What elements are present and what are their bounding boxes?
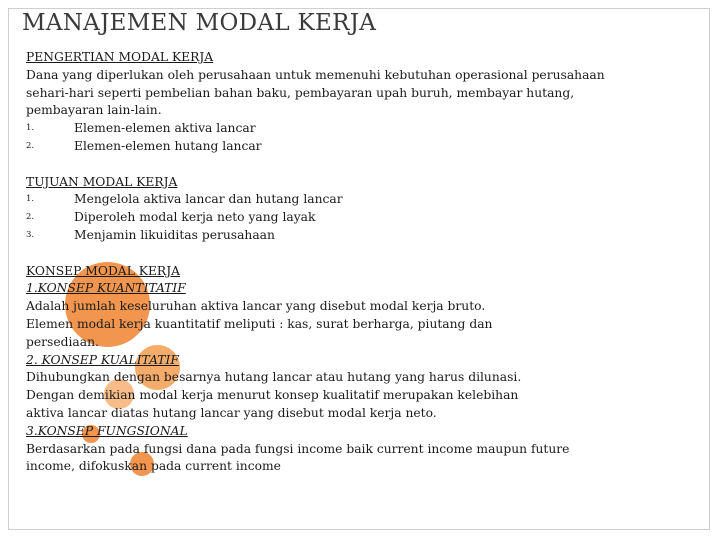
list-item	[26, 138, 666, 156]
list-text: Diperoleh modal kerja neto yang layak	[74, 210, 316, 225]
fungsional-line-2: income, difokuskan pada current income	[26, 459, 281, 474]
list-item	[26, 191, 666, 209]
konsep-kuantitatif-title: 1.KONSEP KUANTITATIF	[26, 281, 186, 296]
konsep-fungsional-title: 3.KONSEP FUNGSIONAL	[26, 423, 188, 438]
list-item	[26, 120, 666, 138]
kuantitatif-line-2: Elemen modal kerja kuantitatif meliputi : kas, surat berharga, piutang dan	[26, 316, 493, 331]
kualitatif-line-1: Dihubungkan dengan besarnya hutang lancar atau hutang yang harus dilunasi.	[26, 370, 522, 385]
list-number: 3.	[26, 229, 35, 240]
kuantitatif-line-1: Adalah jumlah keseluruhan aktiva lancar yang disebut modal kerja bruto.	[26, 299, 486, 314]
list-number: 2.	[26, 140, 35, 151]
konsep-kualitatif-title: 2. KONSEP KUALITATIF	[26, 352, 179, 367]
fungsional-line-1: Berdasarkan pada fungsi dana pada fungsi income baik current income maupun future	[26, 441, 570, 456]
list-text: Elemen-elemen hutang lancar	[74, 138, 262, 153]
list-number: 2.	[26, 212, 35, 223]
list-number: 1.	[26, 194, 35, 205]
pengertian-line-3: pembayaran lain-lain.	[26, 103, 162, 118]
kualitatif-line-3: aktiva lancar diatas hutang lancar yang disebut modal kerja neto.	[26, 405, 437, 420]
list-item	[26, 227, 666, 245]
pengertian-line-1: Dana yang diperlukan oleh perusahaan untuk memenuhi kebutuhan operasional perusahaan	[26, 67, 605, 82]
kualitatif-line-2: Dengan demikian modal kerja menurut konsep kualitatif merupakan kelebihan	[26, 388, 519, 403]
kuantitatif-line-3: persediaan.	[26, 334, 99, 349]
list-item	[26, 209, 666, 227]
list-text: Elemen-elemen aktiva lancar	[74, 121, 256, 136]
pengertian-line-2: sehari-hari seperti pembelian bahan baku, pembayaran upah buruh, membayar hutang,	[26, 85, 575, 100]
list-number: 1.	[26, 123, 35, 134]
section-heading-pengertian: PENGERTIAN MODAL KERJA	[26, 50, 214, 64]
slide-content	[26, 49, 666, 476]
slide-title: MANAJEMEN MODAL KERJA	[22, 10, 377, 36]
section-heading-konsep: KONSEP MODAL KERJA	[26, 263, 180, 278]
list-text: Menjamin likuiditas perusahaan	[74, 227, 275, 242]
section-heading-tujuan: TUJUAN MODAL KERJA	[26, 174, 178, 189]
list-text: Mengelola aktiva lancar dan hutang lancar	[74, 192, 343, 207]
